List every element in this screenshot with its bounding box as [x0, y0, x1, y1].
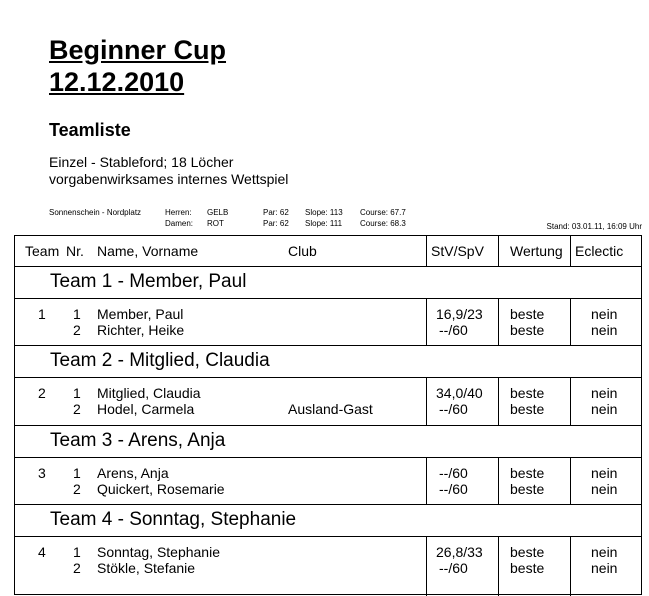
- player-stv: --/60: [439, 560, 468, 576]
- player-eclectic: nein: [591, 401, 618, 417]
- player-stv: --/60: [439, 465, 468, 481]
- divider: [426, 377, 427, 425]
- player-name: Quickert, Rosemarie: [97, 481, 225, 497]
- player-stv: 34,0/40: [436, 385, 483, 401]
- player-name: Sonntag, Stephanie: [97, 544, 220, 560]
- divider: [498, 536, 499, 596]
- player-name: Mitglied, Claudia: [97, 385, 201, 401]
- player-nr: 2: [73, 322, 81, 338]
- player-stv: 16,9/23: [436, 306, 483, 322]
- player-wertung: beste: [510, 322, 545, 338]
- player-wertung: beste: [510, 385, 545, 401]
- player-wertung: beste: [510, 560, 545, 576]
- doc-title: Beginner Cup: [49, 35, 227, 65]
- team-number: 1: [38, 306, 46, 322]
- tee-par: Par: 62: [263, 219, 289, 228]
- player-nr: 1: [73, 385, 81, 401]
- player-name: Richter, Heike: [97, 322, 185, 338]
- divider: [570, 457, 571, 504]
- stand-timestamp: Stand: 03.01.11, 16:09 Uhr: [546, 222, 642, 231]
- player-eclectic: nein: [591, 481, 618, 497]
- team-heading: Team 1 - Member, Paul: [50, 271, 247, 292]
- divider: [498, 236, 499, 266]
- divider: [498, 457, 499, 504]
- header-eclectic: Eclectic: [575, 243, 624, 259]
- divider: [426, 536, 427, 596]
- divider: [426, 236, 427, 266]
- competition-format: Einzel - Stableford; 18 Löcher: [49, 154, 234, 170]
- player-stv: --/60: [439, 322, 468, 338]
- player-eclectic: nein: [591, 544, 618, 560]
- header-club: Club: [288, 243, 317, 259]
- tee-color: ROT: [207, 219, 224, 228]
- player-wertung: beste: [510, 401, 545, 417]
- player-nr: 2: [73, 560, 81, 576]
- team-heading: Team 3 - Arens, Anja: [50, 430, 226, 451]
- tee-slope: Slope: 113: [305, 208, 343, 217]
- player-eclectic: nein: [591, 385, 618, 401]
- divider: [15, 345, 641, 346]
- header-stv: StV/SpV: [431, 243, 484, 259]
- doc-subtitle: Teamliste: [49, 120, 131, 140]
- team-number: 4: [38, 544, 46, 560]
- divider: [15, 298, 641, 299]
- player-wertung: beste: [510, 544, 545, 560]
- player-nr: 1: [73, 465, 81, 481]
- player-eclectic: nein: [591, 560, 618, 576]
- player-wertung: beste: [510, 481, 545, 497]
- team-number: 3: [38, 465, 46, 481]
- tee-course: Course: 68.3: [360, 219, 406, 228]
- divider: [498, 298, 499, 345]
- player-name: Member, Paul: [97, 306, 184, 322]
- team-heading: Team 4 - Sonntag, Stephanie: [50, 509, 297, 530]
- tee-course: Course: 67.7: [360, 208, 406, 217]
- divider: [426, 457, 427, 504]
- divider: [426, 298, 427, 345]
- player-stv: --/60: [439, 401, 468, 417]
- header-team: Team: [25, 243, 60, 259]
- player-eclectic: nein: [591, 465, 618, 481]
- header-name: Name, Vorname: [97, 243, 199, 259]
- divider: [570, 536, 571, 596]
- tee-par: Par: 62: [263, 208, 289, 217]
- team-number: 2: [38, 385, 46, 401]
- player-club: Ausland-Gast: [288, 401, 373, 417]
- tee-group: Herren:: [165, 208, 192, 217]
- doc-date: 12.12.2010: [49, 67, 185, 97]
- competition-type: vorgabenwirksames internes Wettspiel: [49, 171, 289, 187]
- player-nr: 1: [73, 544, 81, 560]
- divider: [15, 266, 641, 267]
- player-stv: --/60: [439, 481, 468, 497]
- divider: [15, 377, 641, 378]
- tee-color: GELB: [207, 208, 229, 217]
- player-nr: 2: [73, 481, 81, 497]
- player-wertung: beste: [510, 465, 545, 481]
- tee-group: Damen:: [165, 219, 194, 228]
- divider: [570, 236, 571, 266]
- player-eclectic: nein: [591, 322, 618, 338]
- player-wertung: beste: [510, 306, 545, 322]
- player-name: Arens, Anja: [97, 465, 169, 481]
- player-name: Hodel, Carmela: [97, 401, 195, 417]
- divider: [15, 425, 641, 426]
- divider: [570, 377, 571, 425]
- player-eclectic: nein: [591, 306, 618, 322]
- header-wertung: Wertung: [510, 243, 563, 259]
- course-name: Sonnenschein - Nordplatz: [49, 208, 142, 217]
- team-heading: Team 2 - Mitglied, Claudia: [50, 350, 270, 371]
- player-nr: 2: [73, 401, 81, 417]
- player-name: Stökle, Stefanie: [97, 560, 196, 576]
- player-stv: 26,8/33: [436, 544, 483, 560]
- tee-slope: Slope: 111: [305, 219, 343, 228]
- team-table: [14, 235, 642, 595]
- divider: [15, 504, 641, 505]
- divider: [15, 457, 641, 458]
- divider: [570, 298, 571, 345]
- header-nr: Nr.: [66, 243, 84, 259]
- divider: [498, 377, 499, 425]
- player-nr: 1: [73, 306, 81, 322]
- divider: [15, 536, 641, 537]
